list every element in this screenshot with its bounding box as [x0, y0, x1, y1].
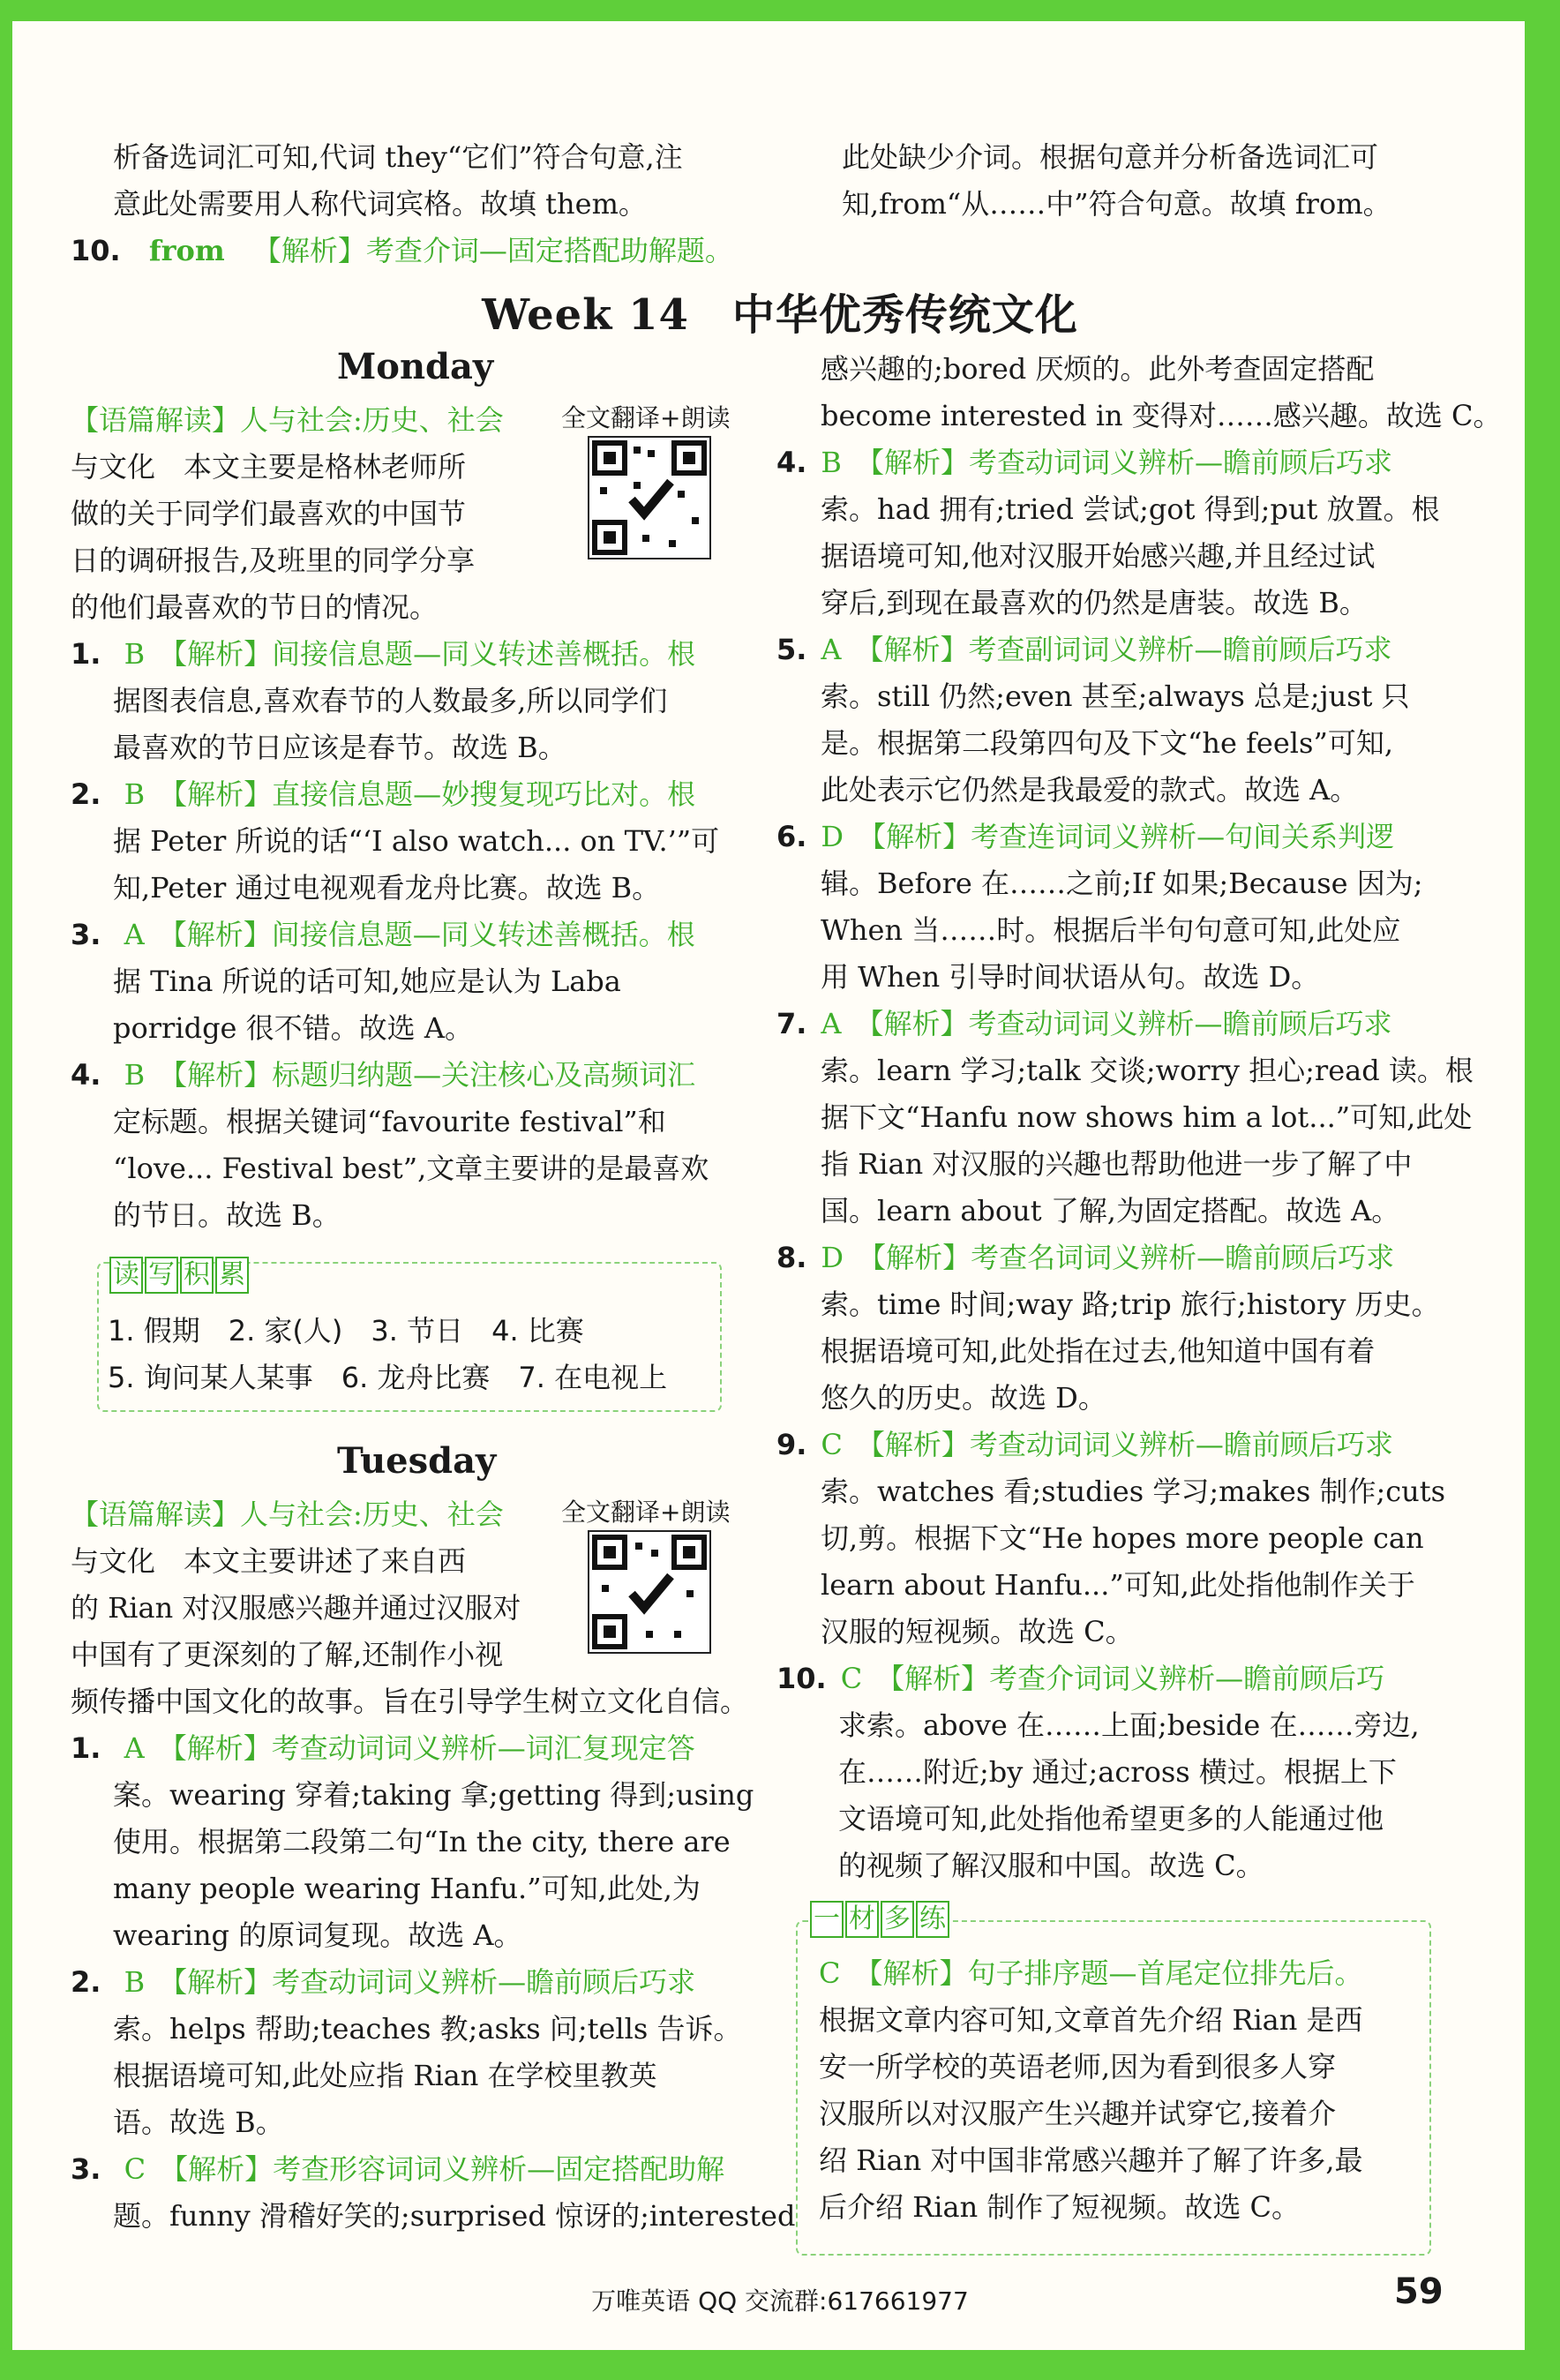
green-border-left — [0, 0, 12, 2380]
right-q4-line-4: 穿后,到现在最喜欢的仍然是唐装。故选 B。 — [821, 586, 1368, 619]
monday-q2: 2. B 【解析】直接信息题—妙搜复现巧比对。根 — [71, 777, 696, 811]
right-q5-line-4: 此处表示它仍然是我最爱的款式。故选 A。 — [821, 773, 1359, 807]
right-q5: 5. A 【解析】考查副词词义辨析—瞻前顾后巧求 — [776, 633, 1392, 666]
right-q8-line-2: 索。time 时间;way 路;trip 旅行;history 历史。 — [821, 1288, 1440, 1321]
q10-answer: from — [148, 234, 225, 267]
green-border-right — [1525, 0, 1560, 2380]
extra-practice-line-4: 汉服所以对汉服产生兴趣并试穿它,接着介 — [819, 2097, 1337, 2130]
right-q9-line-5: 汉服的短视频。故选 C。 — [821, 1615, 1134, 1648]
tuesday-q1-line-2: 案。wearing 穿着;taking 拿;getting 得到;using — [113, 1778, 754, 1812]
extra-practice-line-2: 根据文章内容可知,文章首先介绍 Rian 是西 — [819, 2003, 1363, 2037]
tuesday-q1-line-3: 使用。根据第二段第二句“In the city, there are — [113, 1825, 731, 1858]
reading-writing-line-2: 5. 询问某人某事 6. 龙舟比赛 7. 在电视上 — [108, 1361, 668, 1394]
right-q10-line-4: 文语境可知,此处指他希望更多的人能通过他 — [838, 1802, 1384, 1836]
right-q6: 6. D 【解析】考查连词词义辨析—句间关系判逻 — [776, 820, 1395, 853]
right-q10-line-3: 在……附近;by 通过;across 横过。根据上下 — [838, 1755, 1397, 1789]
extra-practice-tag: 一 材 多 练 — [810, 1901, 951, 1938]
right-q10: 10. C 【解析】考查介词词义辨析—瞻前顾后巧 — [776, 1662, 1385, 1695]
right-q9-line-2: 索。watches 看;studies 学习;makes 制作;cuts — [821, 1475, 1446, 1508]
monday-qr-code[interactable] — [588, 436, 711, 559]
right-q9: 9. C 【解析】考查动词词义辨析—瞻前顾后巧求 — [776, 1428, 1393, 1461]
green-border-top — [0, 0, 1560, 21]
extra-practice-line-6: 后介绍 Rian 制作了短视频。故选 C。 — [819, 2190, 1301, 2224]
reading-writing-tag: 读 写 积 累 — [109, 1257, 251, 1294]
q10-explanation: 【解析】考查介词—固定搭配助解题。 — [252, 234, 733, 267]
tuesday-intro-line-1: 【语篇解读】人与社会:历史、社会 — [71, 1498, 504, 1531]
tuesday-intro-line-4: 中国有了更深刻的了解,还制作小视 — [71, 1638, 504, 1671]
tuesday-intro-line-2: 与文化 本文主要讲述了来自西 — [71, 1544, 467, 1578]
right-q8-line-4: 悠久的历史。故选 D。 — [821, 1381, 1106, 1415]
monday-q4-line-4: 的节日。故选 B。 — [113, 1198, 341, 1232]
monday-q1: 1. B 【解析】间接信息题—同义转述善概括。根 — [71, 637, 696, 671]
right-q7-line-4: 指 Rian 对汉服的兴趣也帮助他进一步了解了中 — [821, 1147, 1413, 1181]
right-q5-line-3: 是。根据第二段第四句及下文“he feels”可知, — [821, 726, 1393, 760]
monday-q2-line-2: 据 Peter 所说的话“‘I also watch... on TV.’”可 — [113, 824, 720, 858]
week-title: Week 14 中华优秀传统文化 — [482, 290, 1078, 340]
right-q8: 8. D 【解析】考查名词词义辨析—瞻前顾后巧求 — [776, 1241, 1395, 1274]
right-q7-line-3: 据下文“Hanfu now shows him a lot...”可知,此处 — [821, 1100, 1473, 1134]
tuesday-q2: 2. B 【解析】考查动词词义辨析—瞻前顾后巧求 — [71, 1965, 696, 1999]
monday-q1-line-2: 据图表信息,喜欢春节的人数最多,所以同学们 — [113, 684, 668, 717]
right-q9-line-3: 切,剪。根据下文“He hopes more people can — [821, 1521, 1424, 1555]
monday-intro-line-2: 与文化 本文主要是格林老师所 — [71, 450, 467, 484]
qr-code-icon — [589, 1532, 709, 1652]
tuesday-q2-line-3: 根据语境可知,此处应指 Rian 在学校里教英 — [113, 2059, 657, 2092]
right-cont-line-2: become interested in 变得对……感兴趣。故选 C。 — [821, 399, 1502, 432]
top-left-q10 — [71, 228, 733, 274]
right-q9-line-4: learn about Hanfu...”可知,此处指他制作关于 — [821, 1568, 1415, 1602]
monday-q4: 4. B 【解析】标题归纳题—关注核心及高频词汇 — [71, 1058, 696, 1092]
green-border-bottom — [0, 2350, 1560, 2380]
tuesday-title: Tuesday — [337, 1440, 497, 1482]
tuesday-intro-line-3: 的 Rian 对汉服感兴趣并通过汉服对 — [71, 1591, 521, 1625]
monday-q3: 3. A 【解析】间接信息题—同义转述善概括。根 — [71, 918, 695, 951]
footer-qq-group: 万唯英语 QQ 交流群:617661977 — [591, 2286, 969, 2316]
right-q8-line-3: 根据语境可知,此处指在过去,他知道中国有着 — [821, 1334, 1376, 1368]
reading-writing-line-1: 1. 假期 2. 家(人) 3. 节日 4. 比赛 — [108, 1314, 584, 1348]
right-q4: 4. B 【解析】考查动词词义辨析—瞻前顾后巧求 — [776, 446, 1392, 479]
monday-title: Monday — [337, 346, 494, 387]
page-number: 59 — [1394, 2271, 1444, 2312]
right-q7-line-5: 国。learn about 了解,为固定搭配。故选 A。 — [821, 1194, 1400, 1228]
right-q4-line-2: 索。had 拥有;tried 尝试;got 得到;put 放置。根 — [821, 492, 1440, 526]
extra-practice-line-3: 安一所学校的英语老师,因为看到很多人穿 — [819, 2050, 1337, 2083]
monday-qr-caption: 全文翻译+朗读 — [561, 403, 731, 432]
tuesday-q2-line-4: 语。故选 B。 — [113, 2106, 284, 2139]
tuesday-intro-line-5: 频传播中国文化的故事。旨在引导学生树立文化自信。 — [71, 1685, 749, 1718]
right-q10-line-2: 求索。above 在……上面;beside 在……旁边, — [838, 1708, 1420, 1742]
monday-q3-line-2: 据 Tina 所说的话可知,她应是认为 Laba — [113, 965, 621, 998]
monday-intro-line-1: 【语篇解读】人与社会:历史、社会 — [71, 403, 504, 437]
monday-q3-line-3: porridge 很不错。故选 A。 — [113, 1011, 473, 1045]
extra-practice-line-1: C 【解析】句子排序题—首尾定位排先后。 — [819, 1956, 1363, 1990]
monday-intro-line-4: 日的调研报告,及班里的同学分享 — [71, 544, 476, 577]
tuesday-q3: 3. C 【解析】考查形容词词义辨析—固定搭配助解 — [71, 2152, 725, 2186]
tuesday-q1-line-5: wearing 的原词复现。故选 A。 — [113, 1918, 522, 1952]
monday-q4-line-2: 定标题。根据关键词“favourite festival”和 — [113, 1105, 666, 1138]
right-cont-line-1: 感兴趣的;bored 厌烦的。此外考查固定搭配 — [821, 352, 1375, 386]
monday-q4-line-3: “love... Festival best”,文章主要讲的是最喜欢 — [113, 1152, 709, 1185]
right-q7: 7. A 【解析】考查动词词义辨析—瞻前顾后巧求 — [776, 1007, 1392, 1040]
right-q6-line-2: 辑。Before 在……之前;If 如果;Because 因为; — [821, 867, 1423, 900]
right-q4-line-3: 据语境可知,他对汉服开始感兴趣,并且经过试 — [821, 539, 1376, 573]
top-right-line-2: 知,from“从……中”符合句意。故填 from。 — [842, 187, 1391, 221]
monday-intro-line-3: 做的关于同学们最喜欢的中国节 — [71, 497, 467, 530]
tuesday-qr-code[interactable] — [588, 1530, 711, 1654]
top-right-line-1: 此处缺少介词。根据句意并分析备选词汇可 — [842, 140, 1379, 174]
monday-intro-line-5: 的他们最喜欢的节日的情况。 — [71, 590, 439, 624]
top-left-line-2: 意此处需要用人称代词宾格。故填 them。 — [113, 187, 647, 221]
right-q7-line-2: 索。learn 学习;talk 交谈;worry 担心;read 读。根 — [821, 1054, 1474, 1087]
tuesday-q1-line-4: many people wearing Hanfu.”可知,此处,为 — [113, 1872, 701, 1905]
tuesday-q3-line-2: 题。funny 滑稽好笑的;surprised 惊讶的;interested — [113, 2199, 796, 2233]
q10-number: 10. — [71, 234, 121, 267]
right-q6-line-4: 用 When 引导时间状语从句。故选 D。 — [821, 960, 1320, 994]
tuesday-qr-caption: 全文翻译+朗读 — [561, 1498, 731, 1527]
right-q6-line-3: When 当……时。根据后半句句意可知,此处应 — [821, 913, 1401, 947]
tuesday-q2-line-2: 索。helps 帮助;teaches 教;asks 问;tells 告诉。 — [113, 2012, 742, 2046]
monday-q1-line-3: 最喜欢的节日应该是春节。故选 B。 — [113, 731, 566, 764]
tuesday-q1: 1. A 【解析】考查动词词义辨析—词汇复现定答 — [71, 1731, 695, 1765]
monday-q2-line-3: 知,Peter 通过电视观看龙舟比赛。故选 B。 — [113, 871, 661, 905]
right-q5-line-2: 索。still 仍然;even 甚至;always 总是;just 只 — [821, 679, 1410, 713]
qr-code-icon — [589, 438, 709, 558]
right-q10-line-5: 的视频了解汉服和中国。故选 C。 — [838, 1849, 1264, 1882]
top-left-line-1: 析备选词汇可知,代词 they“它们”符合句意,注 — [113, 140, 683, 174]
extra-practice-line-5: 绍 Rian 对中国非常感兴趣并了解了许多,最 — [819, 2144, 1363, 2177]
